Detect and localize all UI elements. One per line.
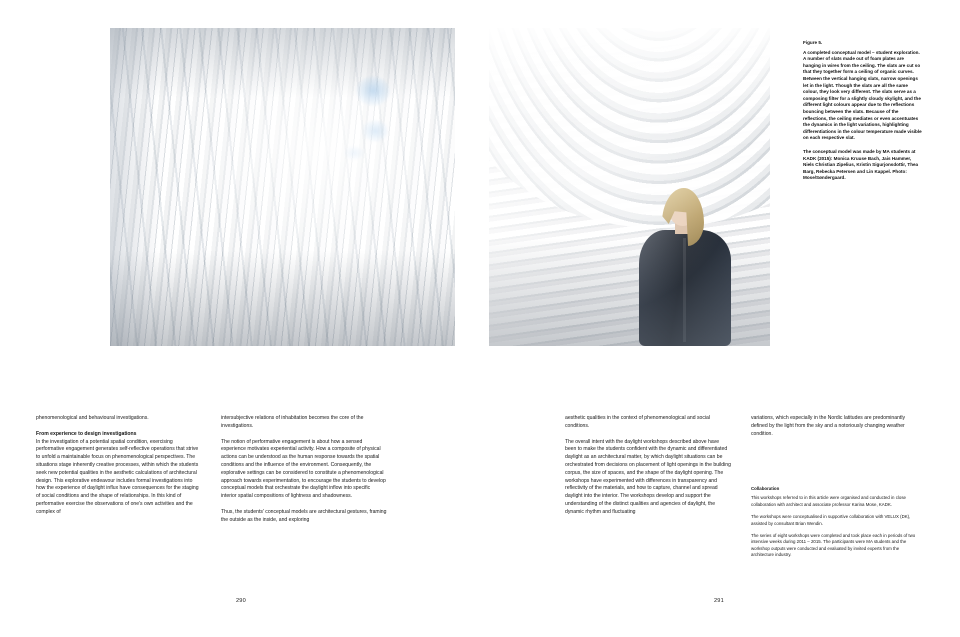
fins-shading xyxy=(110,28,455,346)
figure-left-image xyxy=(110,28,455,346)
body-column-4 xyxy=(751,415,917,446)
collaboration-note xyxy=(751,486,923,565)
column1-lead-paragraph: phenomenological and behavioural investigations. xyxy=(36,415,149,421)
column4-paragraph-1: variations, which especially in the Nordic latitudes are predominantly defined by the light from the sky and a notoriously changing weather condition. xyxy=(751,415,906,437)
ribs-shading xyxy=(489,28,770,346)
collaboration-paragraph-3: The series of eight workshops were completed and took place each in periods of two intensive weeks during 2011 – 2015. The participants were MA students and the workshop outputs were conducted and evaluated by invited experts from the architecture industry. xyxy=(751,533,916,558)
figure-caption-body: A completed conceptual model – student exploration. A number of slats made out of foam plates are hanging in wires from the ceiling. The slats are cut so that they together form a ceiling of organic curves. Between the vertical hanging slats, narrow openings let in the light. Though the slats are all the same colour, they look very different. The slats serve as a composing filter for a slightly cloudy skylight, and the different light colours appear due to the reflections bouncing between the slats. Because of the reflections, the ceiling mediates or even accentuates the dynamics in the light variations, highlighting differentiations in the colour temperature made visible on each respective slat. xyxy=(803,49,922,141)
column3-paragraph-1: aesthetic qualities in the context of phenomenological and social conditions. xyxy=(565,415,710,429)
column1-body-paragraph: In the investigation of a potential spatial condition, exercising performative engagement generates self-reflective operations that strive to unfold a maintainable focus on phenomenological perspectives. The situations stage inherently creative processes, within which the students seek new potential qualities in the aesthetic calculations of architectural design. This explorative endeavour includes formal investigations into how the experience of daylight influx have consequences for the staging of social conditions and the shape of relationships. In this kind of performative exercise the observations of one's own activities and the complex of xyxy=(36,438,199,515)
collaboration-heading: Collaboration xyxy=(751,486,780,491)
column2-paragraph-2: The notion of performative engagement is about how a sensed experience motivates experiential activity. How a composite of physical actions can be understood as the human response towards the spatial conditions and the influence of the environment. Consequently, the explorative settings can be considered to constitute a phenomenological approach towards experimentation, to encourage the students to develop conceptual models that orchestrate the daylight inflow into specific interior spatial compositions of lightness and shadowness. xyxy=(221,438,386,500)
column2-paragraph-3: Thus, the students' conceptual models are architectural gestures, framing the outside as the inside, and exploring xyxy=(221,508,387,523)
collaboration-paragraph-2: The workshops were conceptualised in supportive collaboration with VELUX (DK), assisted by consultant Brian Wendin. xyxy=(751,514,911,526)
body-column-3 xyxy=(565,415,731,525)
figure-caption xyxy=(803,40,923,189)
collaboration-paragraph-1: This workshops referred to in this article were organised and conducted in close collaboration with architect and associate professor Karina Mose, KADK. xyxy=(751,495,906,507)
column3-paragraph-2: The overall intent with the daylight workshops described above have been to make the students confident with the dynamic and differentiated daylight as an architectural matter, by which daylight situations can be orchestrated from decisions on placement of light openings in the building corpus, the size of spaces, and the shape of the daylight opening. The workshops have experimented with differences in transparency and reflectivity of the materials, and how to capture, channel and spread daylight into the interior. The workshops develop and support the understanding of the distinct qualities and agencies of daylight, the dynamic rhythm and fluctuating xyxy=(565,438,731,515)
figure-caption-label: Figure 5. xyxy=(803,40,823,45)
figure-right-image xyxy=(489,28,770,346)
figure-caption-credit: The conceptual model was made by MA students at KADK (2015): Monica Kruuse Bach, Jais Hammer, Niels Christian Zipelius, Kristin Sigurjonsdottir, Thea Barg, Rebecka Petersen and Lin Kappel. Photo: Mose/Søndergaard. xyxy=(803,148,919,181)
page-number-left: 290 xyxy=(236,598,246,604)
column2-paragraph-1: intersubjective relations of inhabitation becomes the core of the investigations. xyxy=(221,415,364,429)
body-column-2 xyxy=(221,415,387,533)
section-heading-from-experience: From experience to design investigations xyxy=(36,430,137,437)
page-number-right: 291 xyxy=(714,598,724,604)
body-column-1 xyxy=(36,415,202,525)
